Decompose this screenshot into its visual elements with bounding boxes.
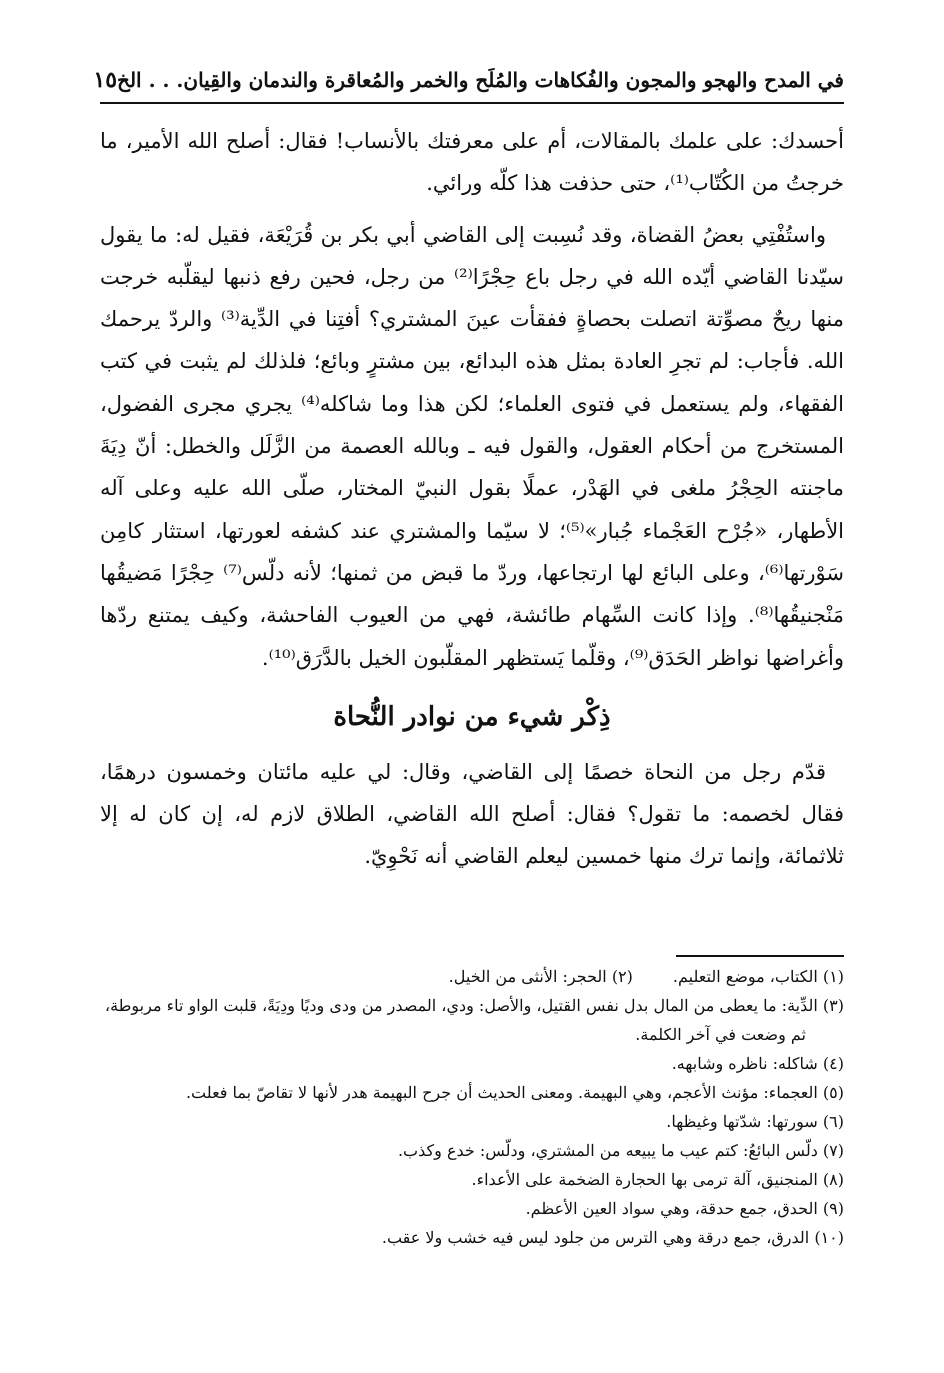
running-title: في المدح والهجو والمجون والفُكاهات والمُلَح والخمر والمُعاقرة والندمان والقِيان. . . الخ [117, 68, 844, 92]
paragraph: قدّم رجل من النحاة خصمًا إلى القاضي، وقال: لي عليه مائتان وخمسون درهمًا، فقال لخصمه: ما تقول؟ فقال: أصلح الله القاضي، الطلاق لازم له، إن كان له إلا ثلاثمائة، وإنما ترك منها خمسين ليعلم القاضي أنه نَحْوِيّ. [100, 759, 844, 869]
footnote: (١٠) الدرق، جمع درقة وهي الترس من جلود ليس فيه خشب ولا عقب. [381, 1228, 844, 1247]
footnotes [100, 962, 844, 1252]
footnote: (٢) الحجر: الأنثى من الخيل. [448, 967, 633, 986]
paragraph: أحسدك: على علمك بالمقالات، أم على معرفتك بالأنساب! فقال: أصلح الله الأمير، ما خرجتُ من الكُتّاب⁽¹⁾، حتى حذفت هذا كلّه ورائي. [100, 129, 844, 196]
section-heading: ذِكْر شيء من نوادر النُّحاة [333, 701, 611, 732]
paragraph: واستُفْتِي بعضُ القضاة، وقد نُسِبت إلى القاضي أبي بكر بن قُرَيْعَة، فقيل له: ما يقول سيّدنا القاضي أيّده الله في رجل باع حِجْرًا⁽²⁾ من رجل، فحين رفع ذنبها ليقلّبه خرجت منها ريحٌ مصوِّتة اتصلت بحصاةٍ ففقأت عينَ المشتري؟ أفتِنا في الدِّية⁽³⁾ والردّ يرحمك الله. فأجاب: لم تجرِ العادة بمثل هذه البدائع، بين مشترٍ وبائع؛ فلذلك لم يثبت في كتب الفقهاء، ولم يستعمل في فتوى العلماء؛ لكن هذا وما شاكله⁽⁴⁾ يجري مجرى الفضول، المستخرج من أحكام العقول، والقول فيه ـ وبالله العصمة من الزَّلَل والخطل: أنّ دِيَةَ ماجنته الحِجْرُ ملغى في الهَدْر، عملًا بقول النبيّ المختار، صلّى الله عليه وعلى آله الأطهار، «جُرْح العَجْماء جُبار»⁽⁵⁾؛ لا سيّما والمشتري عند كشفه لعورتها، استثار كامِن سَوْرتها⁽⁶⁾، وعلى البائع لها ارتجاعها، وردّ ما قبض من ثمنها؛ لأنه دلّس⁽⁷⁾ حِجْرًا مَضيقُها مَنْجنيقُها⁽⁸⁾. وإذا كانت السِّهام طائشة، فهي من العيوب الفاحشة، وكيف يمتنع ردّها وأغراضها نواظر الحَدَق⁽⁹⁾، وقلّما يَستظهر المقلّبون الخيل بالدَّرَق⁽¹⁰⁾. [100, 222, 845, 670]
footnote: (٨) المنجنيق، آلة ترمى بها الحجارة الضخمة على الأعداء. [471, 1170, 844, 1189]
footnote: (٩) الحدق، جمع حدقة، وهي سواد العين الأعظم. [525, 1199, 844, 1218]
main-text [100, 120, 844, 887]
footnote: (١) الكتاب، موضع التعليم. [672, 967, 844, 986]
footnote-row [100, 962, 844, 991]
footnote: (٣) الدِّية: ما يعطى من المال بدل نفس القتيل، والأصل: ودي، المصدر من ودى وديًا ودِيَةً، قلبت الواو تاء مربوطة، ثم وضعت في آخر الكلمة. [104, 996, 844, 1044]
footnote-separator [676, 955, 844, 957]
footnote: (٤) شاكله: ناظره وشابهه. [671, 1054, 844, 1073]
footnote: (٥) العجماء: مؤنث الأعجم، وهي البهيمة. ومعنى الحديث أن جرح البهيمة هدر لأنها لا تقاصّ بما فعلت. [185, 1083, 844, 1102]
page-number: ١٥ [93, 67, 118, 93]
footnote: (٦) سورتها: شدّتها وغيظها. [666, 1112, 844, 1131]
footnote: (٧) دلّس البائعُ: كتم عيب ما يبيعه من المشتري، ودلّس: خدع وكذب. [397, 1141, 844, 1160]
page-header [93, 58, 844, 104]
